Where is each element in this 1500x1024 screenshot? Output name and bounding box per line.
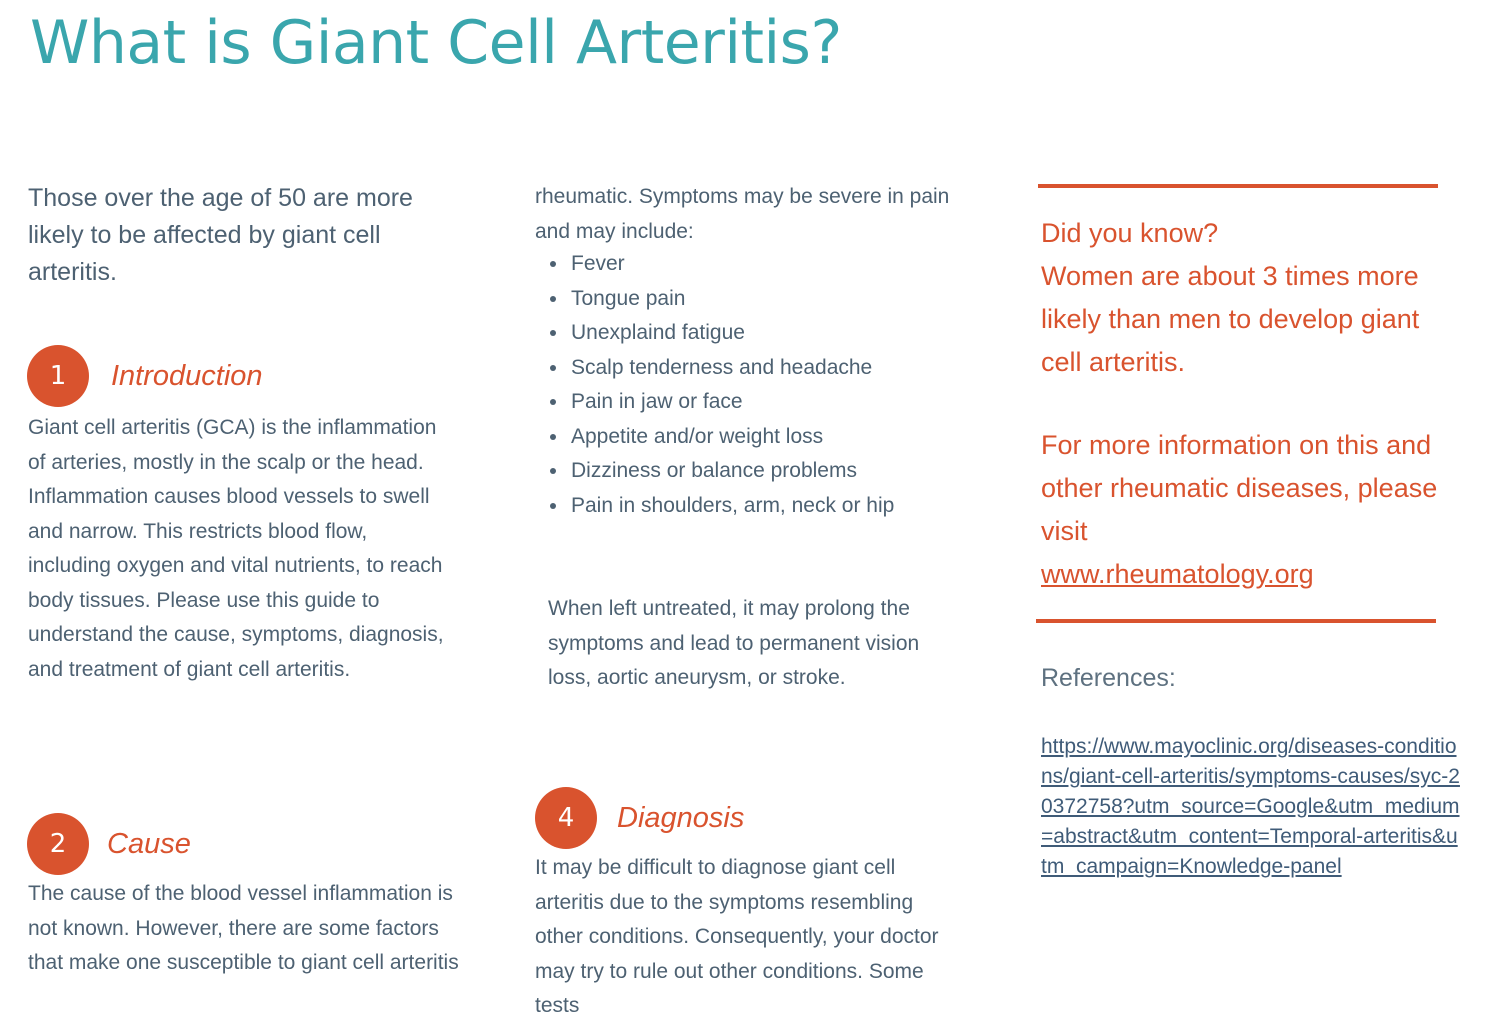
list-item: Fever xyxy=(548,247,938,282)
introduction-body: Giant cell arteritis (GCA) is the inflammation of arteries, mostly in the scalp or the head. Inflammation causes blood vessels to swell and narrow. This restricts blood flow, including oxygen and vital nutrients, to reach body tissues. Please use this guide to understand the cause, symptoms, diagnosis, and treatment of giant cell arteritis. xyxy=(28,416,444,681)
section-number-badge: 2 xyxy=(27,813,89,875)
references-label: References: xyxy=(1041,664,1176,692)
callout-top-rule xyxy=(1038,184,1438,188)
section-number-badge: 4 xyxy=(535,787,597,849)
untreated-text: When left untreated, it may prolong the symptoms and lead to permanent vision loss, aortic aneurysm, or stroke. xyxy=(548,597,920,689)
diagnosis-body: It may be difficult to diagnose giant cell arteritis due to the symptoms resembling other conditions. Consequently, your doctor may try to rule out other conditions. Some tests xyxy=(535,856,939,1017)
lead-text: Those over the age of 50 are more likely to be affected by giant cell arteritis. xyxy=(28,184,413,286)
list-item: Pain in jaw or face xyxy=(548,385,938,420)
section-title: Introduction xyxy=(111,359,263,392)
reference-link[interactable]: https://www.mayoclinic.org/diseases-conditions/giant-cell-arteritis/symptoms-causes/syc-20372758?utm_source=Google&utm_medium=abstract&utm_content=Temporal-arteritis&utm_campaign=Knowledge-panel xyxy=(1041,735,1460,878)
section-introduction-heading xyxy=(27,345,263,407)
more-info-text: For more information on this and other rheumatic diseases, please visit xyxy=(1041,430,1438,546)
rheumatology-link[interactable]: www.rheumatology.org xyxy=(1041,559,1314,589)
section-diagnosis-heading xyxy=(535,787,744,849)
section-title: Cause xyxy=(107,827,191,860)
list-item: Dizziness or balance problems xyxy=(548,454,938,489)
section-cause-heading xyxy=(27,813,191,875)
list-item: Appetite and/or weight loss xyxy=(548,420,938,455)
section-number-badge: 1 xyxy=(27,345,89,407)
list-item: Scalp tenderness and headache xyxy=(548,351,938,386)
did-you-know-heading: Did you know? xyxy=(1041,218,1219,248)
symptoms-list xyxy=(548,247,938,523)
section-title: Diagnosis xyxy=(617,801,745,834)
list-item: Pain in shoulders, arm, neck or hip xyxy=(548,489,938,524)
list-item: Unexplaind fatigue xyxy=(548,316,938,351)
did-you-know-text: Women are about 3 times more likely than men to develop giant cell arteritis. xyxy=(1041,261,1420,377)
symptoms-intro: rheumatic. Symptoms may be severe in pain and may include: xyxy=(535,185,950,243)
list-item: Tongue pain xyxy=(548,282,938,317)
did-you-know-box xyxy=(1041,212,1461,596)
cause-body: The cause of the blood vessel inflammation is not known. However, there are some factors that make one susceptible to giant cell arteritis xyxy=(28,882,459,974)
page-title: What is Giant Cell Arteritis? xyxy=(30,8,842,78)
callout-bottom-rule xyxy=(1036,619,1436,623)
